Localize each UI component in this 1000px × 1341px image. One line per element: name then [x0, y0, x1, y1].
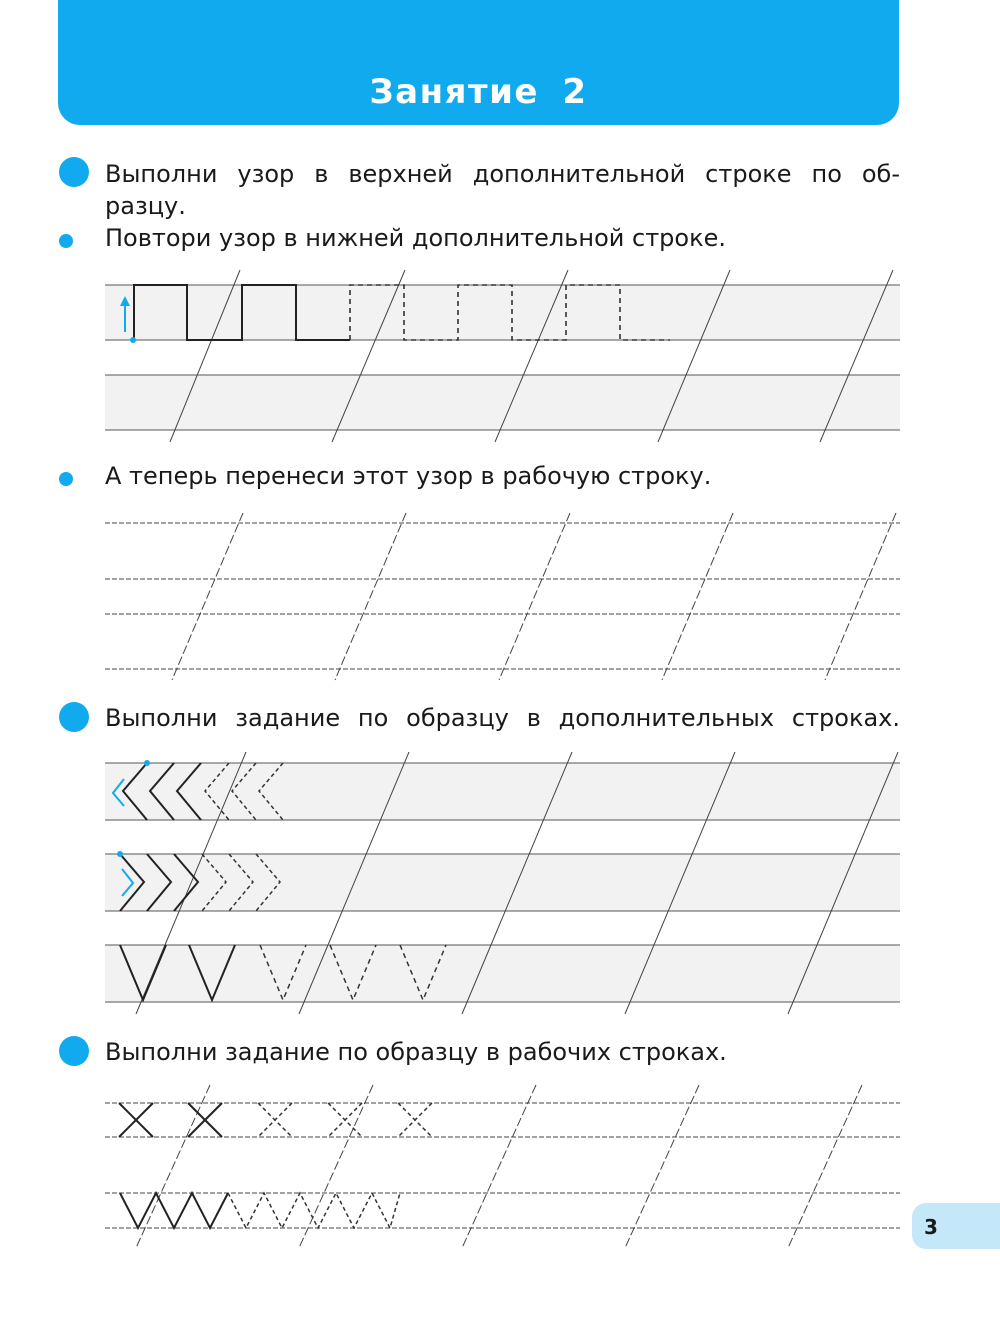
page-number: 3	[924, 1215, 938, 1239]
v-pattern	[120, 945, 235, 1000]
zigzag-pattern	[120, 1193, 228, 1228]
chevron-left-traced	[205, 763, 283, 820]
slant-lines	[170, 270, 893, 442]
task1-text-line1: Выполни узор в верхней дополнительной строке по об-	[105, 160, 900, 188]
chevron-right-icon	[117, 851, 133, 896]
ruled-lines	[105, 763, 900, 1002]
ruled-lines	[105, 523, 900, 669]
zigzag-traced	[228, 1193, 400, 1228]
x-pattern	[119, 1103, 222, 1137]
ruled-lines	[105, 285, 900, 430]
ruled-lines	[105, 1103, 900, 1228]
v-traced	[260, 945, 446, 1000]
task2-text: А теперь перенеси этот узор в рабочую строку.	[105, 462, 712, 490]
lesson-title: Занятие 2	[369, 72, 588, 112]
chevron-right-traced	[202, 854, 280, 911]
task1-text-line3: Повтори узор в нижней дополнительной строке.	[105, 224, 726, 252]
slant-lines	[136, 752, 898, 1014]
x-traced	[258, 1103, 432, 1137]
slant-lines	[136, 1085, 862, 1248]
task3-text: Выполни задание по образцу в дополнительных строках.	[105, 704, 900, 732]
slant-lines	[172, 513, 896, 680]
task1-text-line2: разцу.	[105, 192, 186, 220]
task4-text: Выполни задание по образцу в рабочих строках.	[105, 1038, 727, 1066]
chevron-left-pattern	[123, 763, 201, 820]
page-number-tab	[912, 1203, 1000, 1249]
